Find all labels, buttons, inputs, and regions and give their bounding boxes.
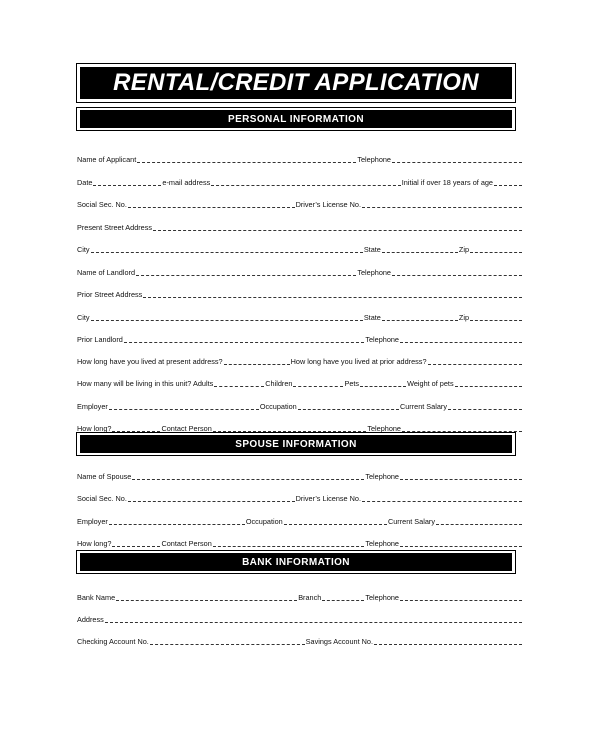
field-present-street[interactable] [153, 230, 522, 231]
section-spouse-header: SPOUSE INFORMATION [80, 435, 512, 453]
label-name-of-landlord: Name of Landlord [77, 268, 136, 277]
row-present-city [76, 242, 522, 254]
label-date: Date [77, 178, 93, 187]
field-checking-account[interactable] [150, 644, 305, 645]
label-email: e-mail address [162, 178, 211, 187]
row-ssn-license [76, 197, 522, 209]
row-bank-name [76, 590, 522, 602]
label-state: State [363, 313, 381, 322]
label-telephone: Telephone [357, 155, 391, 164]
label-city: City [77, 245, 90, 254]
title-frame [76, 63, 516, 103]
label-current-salary: Current Salary [387, 517, 435, 526]
field-occupation[interactable] [298, 409, 399, 410]
row-spouse-name [76, 469, 522, 481]
field-city[interactable] [91, 252, 363, 253]
field-prior-street[interactable] [143, 297, 522, 298]
row-how-long [76, 354, 522, 366]
field-drivers-license[interactable] [362, 207, 522, 208]
field-zip[interactable] [470, 252, 522, 253]
field-adults[interactable] [214, 386, 264, 387]
label-pets: Pets [344, 379, 360, 388]
label-contact-person: Contact Person [161, 539, 212, 548]
label-savings-account: Savings Account No. [305, 637, 373, 646]
label-how-many-adults: How many will be living in this unit? Adults [77, 379, 214, 388]
row-present-street [76, 220, 522, 232]
row-spouse-ssn [76, 491, 522, 503]
label-city: City [77, 313, 90, 322]
field-prior-state[interactable] [382, 320, 458, 321]
field-branch[interactable] [322, 600, 364, 601]
field-employer[interactable] [109, 409, 259, 410]
label-prior-street: Prior Street Address [77, 290, 143, 299]
row-accounts [76, 634, 522, 646]
field-how-long-present[interactable] [224, 364, 290, 365]
section-bank-header: BANK INFORMATION [80, 553, 512, 571]
label-present-street: Present Street Address [77, 223, 153, 232]
row-prior-street [76, 287, 522, 299]
section-spouse-frame [76, 432, 516, 456]
field-spouse-current-salary[interactable] [436, 524, 522, 525]
section-personal-header: PERSONAL INFORMATION [80, 110, 512, 128]
label-current-salary: Current Salary [399, 402, 447, 411]
label-social-sec: Social Sec. No. [77, 200, 127, 209]
field-spouse-telephone[interactable] [400, 479, 522, 480]
section-bank-frame [76, 550, 516, 574]
field-current-salary[interactable] [448, 409, 522, 410]
field-prior-landlord[interactable] [124, 342, 364, 343]
field-spouse-contact-person[interactable] [213, 546, 365, 547]
row-applicant-name [76, 152, 522, 164]
row-prior-landlord [76, 332, 522, 344]
row-spouse-how-long [76, 536, 522, 548]
form-title: RENTAL/CREDIT APPLICATION [80, 67, 512, 99]
label-how-long: How long? [77, 424, 112, 433]
field-landlord-telephone[interactable] [392, 275, 522, 276]
label-name-of-applicant: Name of Applicant [77, 155, 137, 164]
label-how-long-prior: How long have you lived at prior address? [290, 357, 427, 366]
field-spouse-occupation[interactable] [284, 524, 387, 525]
row-bank-address [76, 612, 522, 624]
label-address: Address [77, 615, 104, 624]
label-branch: Branch [298, 593, 322, 602]
field-how-long-prior[interactable] [428, 364, 522, 365]
field-bank-name[interactable] [116, 600, 297, 601]
field-prior-zip[interactable] [470, 320, 522, 321]
label-bank-name: Bank Name [77, 593, 116, 602]
label-occupation: Occupation [259, 402, 297, 411]
label-name-of-spouse: Name of Spouse [77, 472, 132, 481]
field-children[interactable] [293, 386, 343, 387]
label-prior-landlord: Prior Landlord [77, 335, 123, 344]
label-telephone: Telephone [367, 424, 401, 433]
label-contact-person: Contact Person [161, 424, 212, 433]
label-drivers-license: Driver’s License No. [295, 200, 361, 209]
field-spouse-social-sec[interactable] [128, 501, 295, 502]
label-how-long: How long? [77, 539, 112, 548]
label-telephone: Telephone [365, 593, 399, 602]
label-zip: Zip [458, 245, 469, 254]
field-social-sec[interactable] [128, 207, 295, 208]
label-occupation: Occupation [245, 517, 283, 526]
label-checking-account: Checking Account No. [77, 637, 149, 646]
label-weight-of-pets: Weight of pets [407, 379, 454, 388]
field-date[interactable] [93, 185, 161, 186]
field-bank-telephone[interactable] [400, 600, 522, 601]
row-landlord [76, 265, 522, 277]
field-pets[interactable] [360, 386, 406, 387]
label-telephone: Telephone [357, 268, 391, 277]
row-date-email [76, 175, 522, 187]
label-how-long-present: How long have you lived at present address? [77, 357, 223, 366]
field-initial-over-18[interactable] [494, 185, 522, 186]
label-employer: Employer [77, 402, 108, 411]
label-telephone: Telephone [365, 539, 399, 548]
label-initial-over-18: Initial if over 18 years of age [401, 178, 493, 187]
field-spouse-contact-telephone[interactable] [400, 546, 522, 547]
label-state: State [363, 245, 381, 254]
label-telephone: Telephone [365, 335, 399, 344]
field-telephone[interactable] [392, 162, 522, 163]
field-spouse-how-long[interactable] [112, 546, 160, 547]
label-employer: Employer [77, 517, 108, 526]
label-zip: Zip [458, 313, 469, 322]
field-spouse-employer[interactable] [109, 524, 245, 525]
section-personal-frame [76, 107, 516, 131]
row-employer [76, 399, 522, 411]
field-state[interactable] [382, 252, 458, 253]
label-drivers-license: Driver’s License No. [295, 494, 361, 503]
field-prior-city[interactable] [91, 320, 363, 321]
field-bank-address[interactable] [105, 622, 522, 623]
field-weight-of-pets[interactable] [455, 386, 522, 387]
field-name-of-landlord[interactable] [136, 275, 356, 276]
label-social-sec: Social Sec. No. [77, 494, 127, 503]
field-prior-landlord-telephone[interactable] [400, 342, 522, 343]
field-email[interactable] [211, 185, 400, 186]
field-name-of-applicant[interactable] [137, 162, 356, 163]
field-spouse-drivers-license[interactable] [362, 501, 522, 502]
row-spouse-employer [76, 514, 522, 526]
field-name-of-spouse[interactable] [132, 479, 364, 480]
row-prior-city [76, 310, 522, 322]
field-savings-account[interactable] [374, 644, 522, 645]
row-occupants [76, 376, 522, 388]
label-telephone: Telephone [365, 472, 399, 481]
label-children: Children [265, 379, 293, 388]
